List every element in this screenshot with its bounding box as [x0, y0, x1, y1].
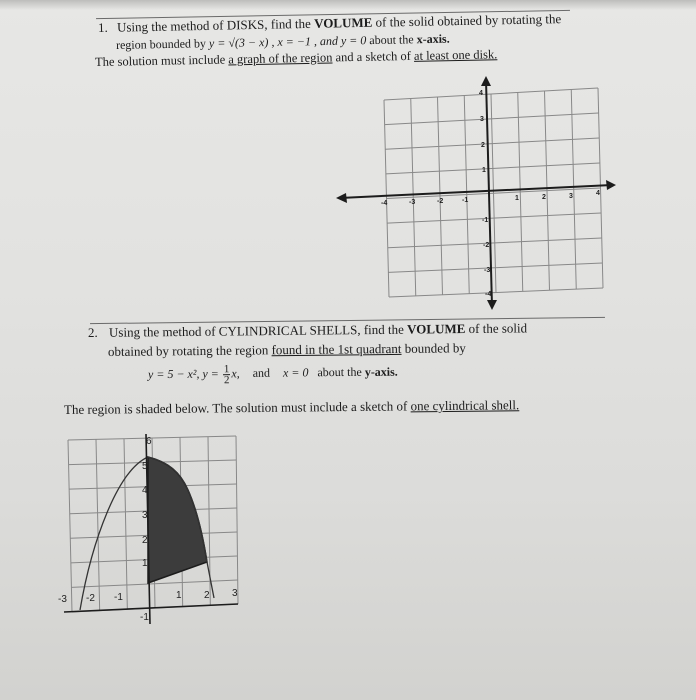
- problem2-equation: y = 5 − x², y = $\frac{1}{2}$ x, and x = 0 about the y-axis.: [147, 363, 398, 387]
- problem2-line2: obtained by rotating the region found in the 1st quadrant bounded by: [107, 340, 466, 359]
- graph1-x-tick: -2: [437, 198, 444, 205]
- graph1-y-tick: 4: [479, 90, 483, 97]
- problem2-number: 2.: [87, 324, 98, 340]
- graph2-y-tick: 6: [146, 436, 152, 447]
- graph1-y-tick: 2: [481, 142, 485, 149]
- graph2-y-tick: 3: [142, 510, 148, 521]
- graph2-x-tick: -3: [58, 594, 67, 605]
- graph1-x-tick: 4: [596, 190, 600, 197]
- graph2-y-tick: 2: [142, 535, 148, 546]
- graph1-y-tick: -3: [484, 267, 491, 274]
- graph1-x-tick: 3: [569, 193, 573, 200]
- graph1-y-tick: -4: [485, 291, 492, 298]
- graph1-y-tick: -2: [483, 242, 490, 249]
- problem1-number: 1.: [97, 19, 108, 35]
- graph2-x-tick: 1: [176, 590, 182, 601]
- graph1-y-tick: 3: [480, 116, 484, 123]
- graph2-y-tick: 5: [142, 461, 148, 472]
- graph2-x-tick: 3: [232, 588, 238, 599]
- graph1-x-tick: 1: [515, 195, 519, 202]
- graph2-x-tick: 2: [204, 590, 210, 601]
- graph2-x-axis: [64, 604, 238, 612]
- graph1-x-tick: -3: [409, 199, 416, 206]
- problem1-equation: y = √(3 − x) , x = −1 , and y = 0: [208, 33, 367, 51]
- graph2-gridline-v: [68, 440, 72, 612]
- graph2-gridline-v: [124, 439, 127, 610]
- graph2-y-tick: -1: [140, 612, 149, 623]
- graph2-x-tick: -1: [114, 592, 123, 603]
- graph1-x-tick: 2: [542, 194, 546, 201]
- problem1-line2: region bounded by y = √(3 − x) , x = −1 , and y = 0 about the x-axis.: [115, 31, 450, 52]
- graph1-y-tick: 1: [482, 167, 486, 174]
- graph1-y-tick: -1: [482, 217, 489, 224]
- problem1-line1: 1. Using the method of DISKS, find the VOLUME of the solid obtained by rotating the: [97, 11, 562, 35]
- graph2-gridline-v: [236, 436, 238, 604]
- problem2-line1: 2. Using the method of CYLINDRICAL SHELLS, find the VOLUME of the solid: [87, 320, 528, 340]
- fraction-one-half: $\frac{1}{2}$: [223, 363, 230, 387]
- problem2-line3: The region is shaded below. The solution must include a sketch of one cylindrical shell.: [63, 397, 520, 417]
- graph2-y-tick: 4: [142, 485, 148, 496]
- problem1-line3: The solution must include a graph of the region and a sketch of at least one disk.: [94, 47, 498, 69]
- graph2-gridline-v: [96, 439, 100, 610]
- graph1-x-tick: -4: [381, 200, 388, 207]
- graph2-x-tick: -2: [86, 593, 95, 604]
- graph1-x-tick: -1: [462, 197, 469, 204]
- graph2-y-tick: 1: [142, 558, 148, 569]
